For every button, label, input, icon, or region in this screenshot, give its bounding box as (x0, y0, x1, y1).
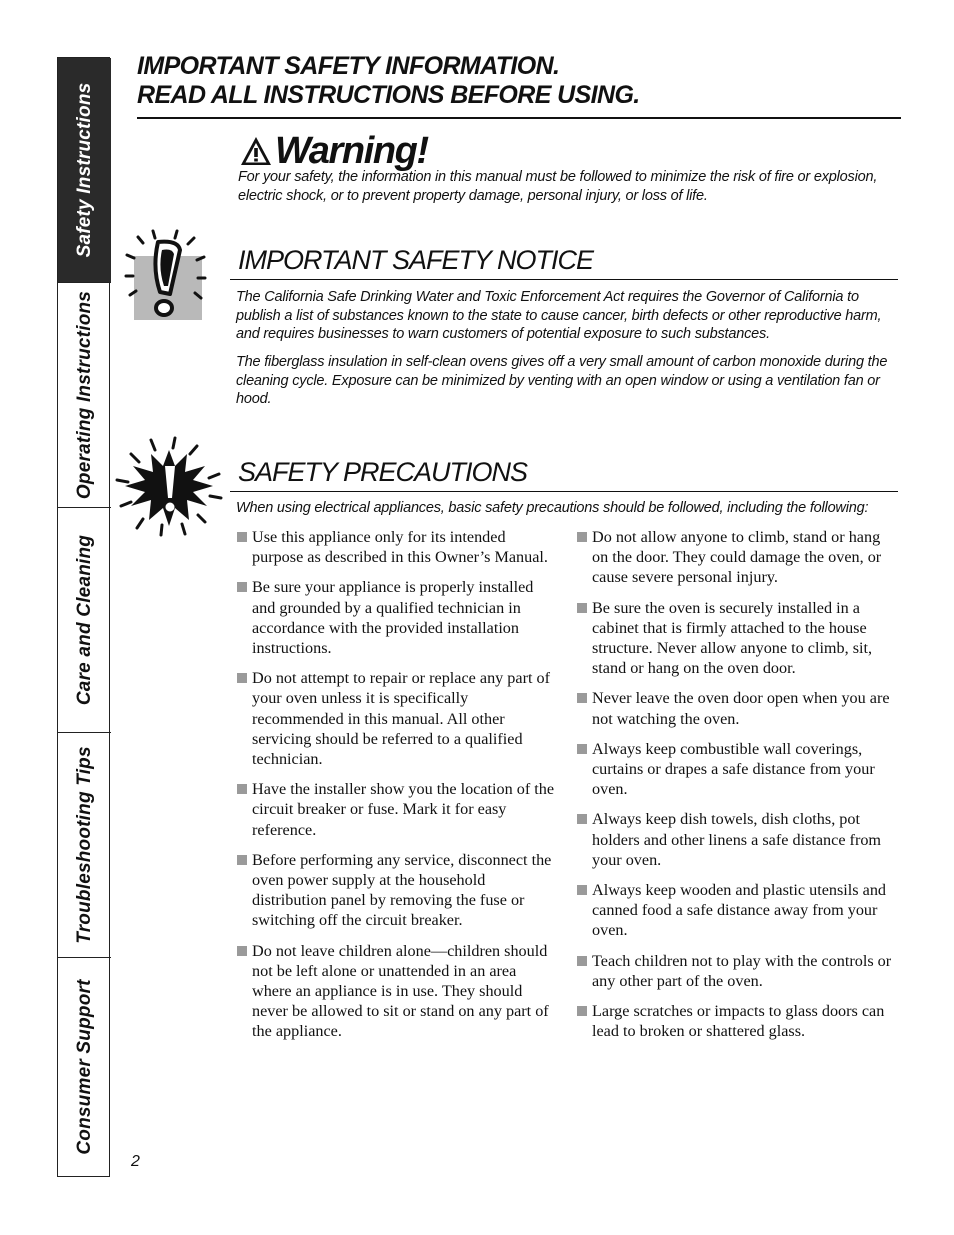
list-item (576, 527, 898, 588)
list-item (236, 577, 558, 658)
warning-triangle-icon (240, 136, 272, 166)
bullet-square-icon (577, 814, 587, 824)
bullet-square-icon (237, 946, 247, 956)
list-item (576, 1001, 898, 1041)
header-line-2: READ ALL INSTRUCTIONS BEFORE USING. (137, 81, 640, 109)
tab-care-and-cleaning[interactable] (58, 508, 111, 733)
list-item (576, 688, 898, 728)
bullet-square-icon (237, 532, 247, 542)
bullet-square-icon (237, 673, 247, 683)
notice-paragraph-1: The California Safe Drinking Water and Toxic Enforcement Act requires the Governor of California to publish a list of substances known to the state to cause cancer, birth defects or other reproductive harm, and requires businesses to warn customers of potential exposure to such substances. (236, 289, 882, 342)
list-item (576, 809, 898, 870)
warning-title: Warning! (275, 129, 428, 172)
list-item-text: Do not allow anyone to climb, stand or hang on the door. They could damage the oven, or cause severe personal injury. (592, 528, 882, 587)
precautions-title: SAFETY PRECAUTIONS (238, 457, 528, 487)
bullet-square-icon (577, 956, 587, 966)
list-item-text: Always keep combustible wall coverings, curtains or drapes a safe distance from your oven. (592, 739, 875, 799)
section-tabs (57, 57, 110, 1177)
bullet-square-icon (237, 855, 247, 865)
precautions-list-left (236, 527, 558, 1052)
tab-label: Safety Instructions (73, 82, 95, 258)
bullet-square-icon (577, 603, 587, 613)
list-item-text: Use this appliance only for its intended purpose as described in this Owner’s Manual. (252, 528, 548, 567)
page-number: 2 (131, 1153, 140, 1170)
list-item (236, 527, 558, 567)
bullet-square-icon (577, 744, 587, 754)
tab-label: Care and Cleaning (73, 534, 95, 706)
list-item (576, 951, 898, 991)
exclamation-burst-icon (113, 436, 225, 538)
exclamation-notice-icon (122, 228, 208, 322)
list-item (576, 739, 898, 800)
warning-heading (240, 131, 428, 171)
precautions-divider (230, 491, 898, 492)
list-item-text: Do not attempt to repair or replace any part of your oven unless it is specifically recommended in this manual. All other servicing should be referred to a qualified technician. (252, 669, 550, 769)
notice-divider (230, 279, 898, 280)
list-item (236, 668, 558, 769)
list-item-text: Be sure the oven is securely installed in a cabinet that is firmly attached to the house structure. Never allow anyone to climb, sit, stand or hang on the oven door. (592, 598, 873, 678)
tab-label: Consumer Support (73, 979, 95, 1155)
bullet-square-icon (577, 532, 587, 542)
tab-consumer-support[interactable] (58, 958, 111, 1176)
list-item-text: Always keep dish towels, dish cloths, pot holders and other linens a safe distance from your oven. (592, 810, 882, 869)
bullet-square-icon (577, 693, 587, 703)
header-divider (137, 117, 901, 119)
tab-label: Operating Instructions (73, 290, 95, 500)
list-item-text: Never leave the oven door open when you are not watching the oven. (592, 689, 890, 728)
list-item-text: Before performing any service, disconnect the oven power supply at the household distribution panel by removing the fuse or switching off the circuit breaker. (252, 850, 552, 930)
precautions-list-right (576, 527, 898, 1051)
warning-text: For your safety, the information in this manual must be followed to minimize the risk of fire or explosion, electric shock, or to prevent property damage, personal injury, or loss of life. (238, 169, 878, 204)
notice-paragraph-2: The fiberglass insulation in self-clean ovens gives off a very small amount of carbon monoxide during the cleaning cycle. Exposure can be minimized by venting with an open window or using a ventilation fan or hood. (236, 354, 888, 407)
list-item-text: Do not leave children alone—children should not be left alone or unattended in an area where an appliance is in use. They should never be allowed to sit or stand on any part of the appliance. (252, 941, 549, 1041)
tab-label: Troubleshooting Tips (73, 746, 95, 944)
list-item (236, 941, 558, 1042)
list-item-text: Always keep wooden and plastic utensils and canned food a safe distance away from your oven. (592, 881, 887, 940)
list-item (236, 779, 558, 840)
list-item (576, 598, 898, 679)
list-item (576, 880, 898, 941)
tab-operating-instructions[interactable] (58, 283, 111, 508)
bullet-square-icon (577, 885, 587, 895)
list-item-text: Large scratches or impacts to glass doors can lead to broken or shattered glass. (592, 1002, 885, 1041)
tab-safety-instructions[interactable] (58, 58, 111, 283)
header-line-1: IMPORTANT SAFETY INFORMATION. (137, 52, 560, 80)
bullet-square-icon (577, 1006, 587, 1016)
list-item-text: Be sure your appliance is properly installed and grounded by a qualified technician in accordance with the provided installation instructions. (252, 578, 534, 658)
page-header (137, 52, 901, 110)
list-item-text: Teach children not to play with the controls or any other part of the oven. (592, 951, 892, 990)
bullet-square-icon (237, 784, 247, 794)
notice-title: IMPORTANT SAFETY NOTICE (238, 245, 594, 275)
bullet-square-icon (237, 582, 247, 592)
list-item (236, 850, 558, 931)
list-item-text: Have the installer show you the location of the circuit breaker or fuse. Mark it for easy reference. (252, 780, 555, 839)
tab-troubleshooting-tips[interactable] (58, 733, 111, 958)
precautions-intro: When using electrical appliances, basic safety precautions should be followed, including the following: (236, 500, 869, 516)
